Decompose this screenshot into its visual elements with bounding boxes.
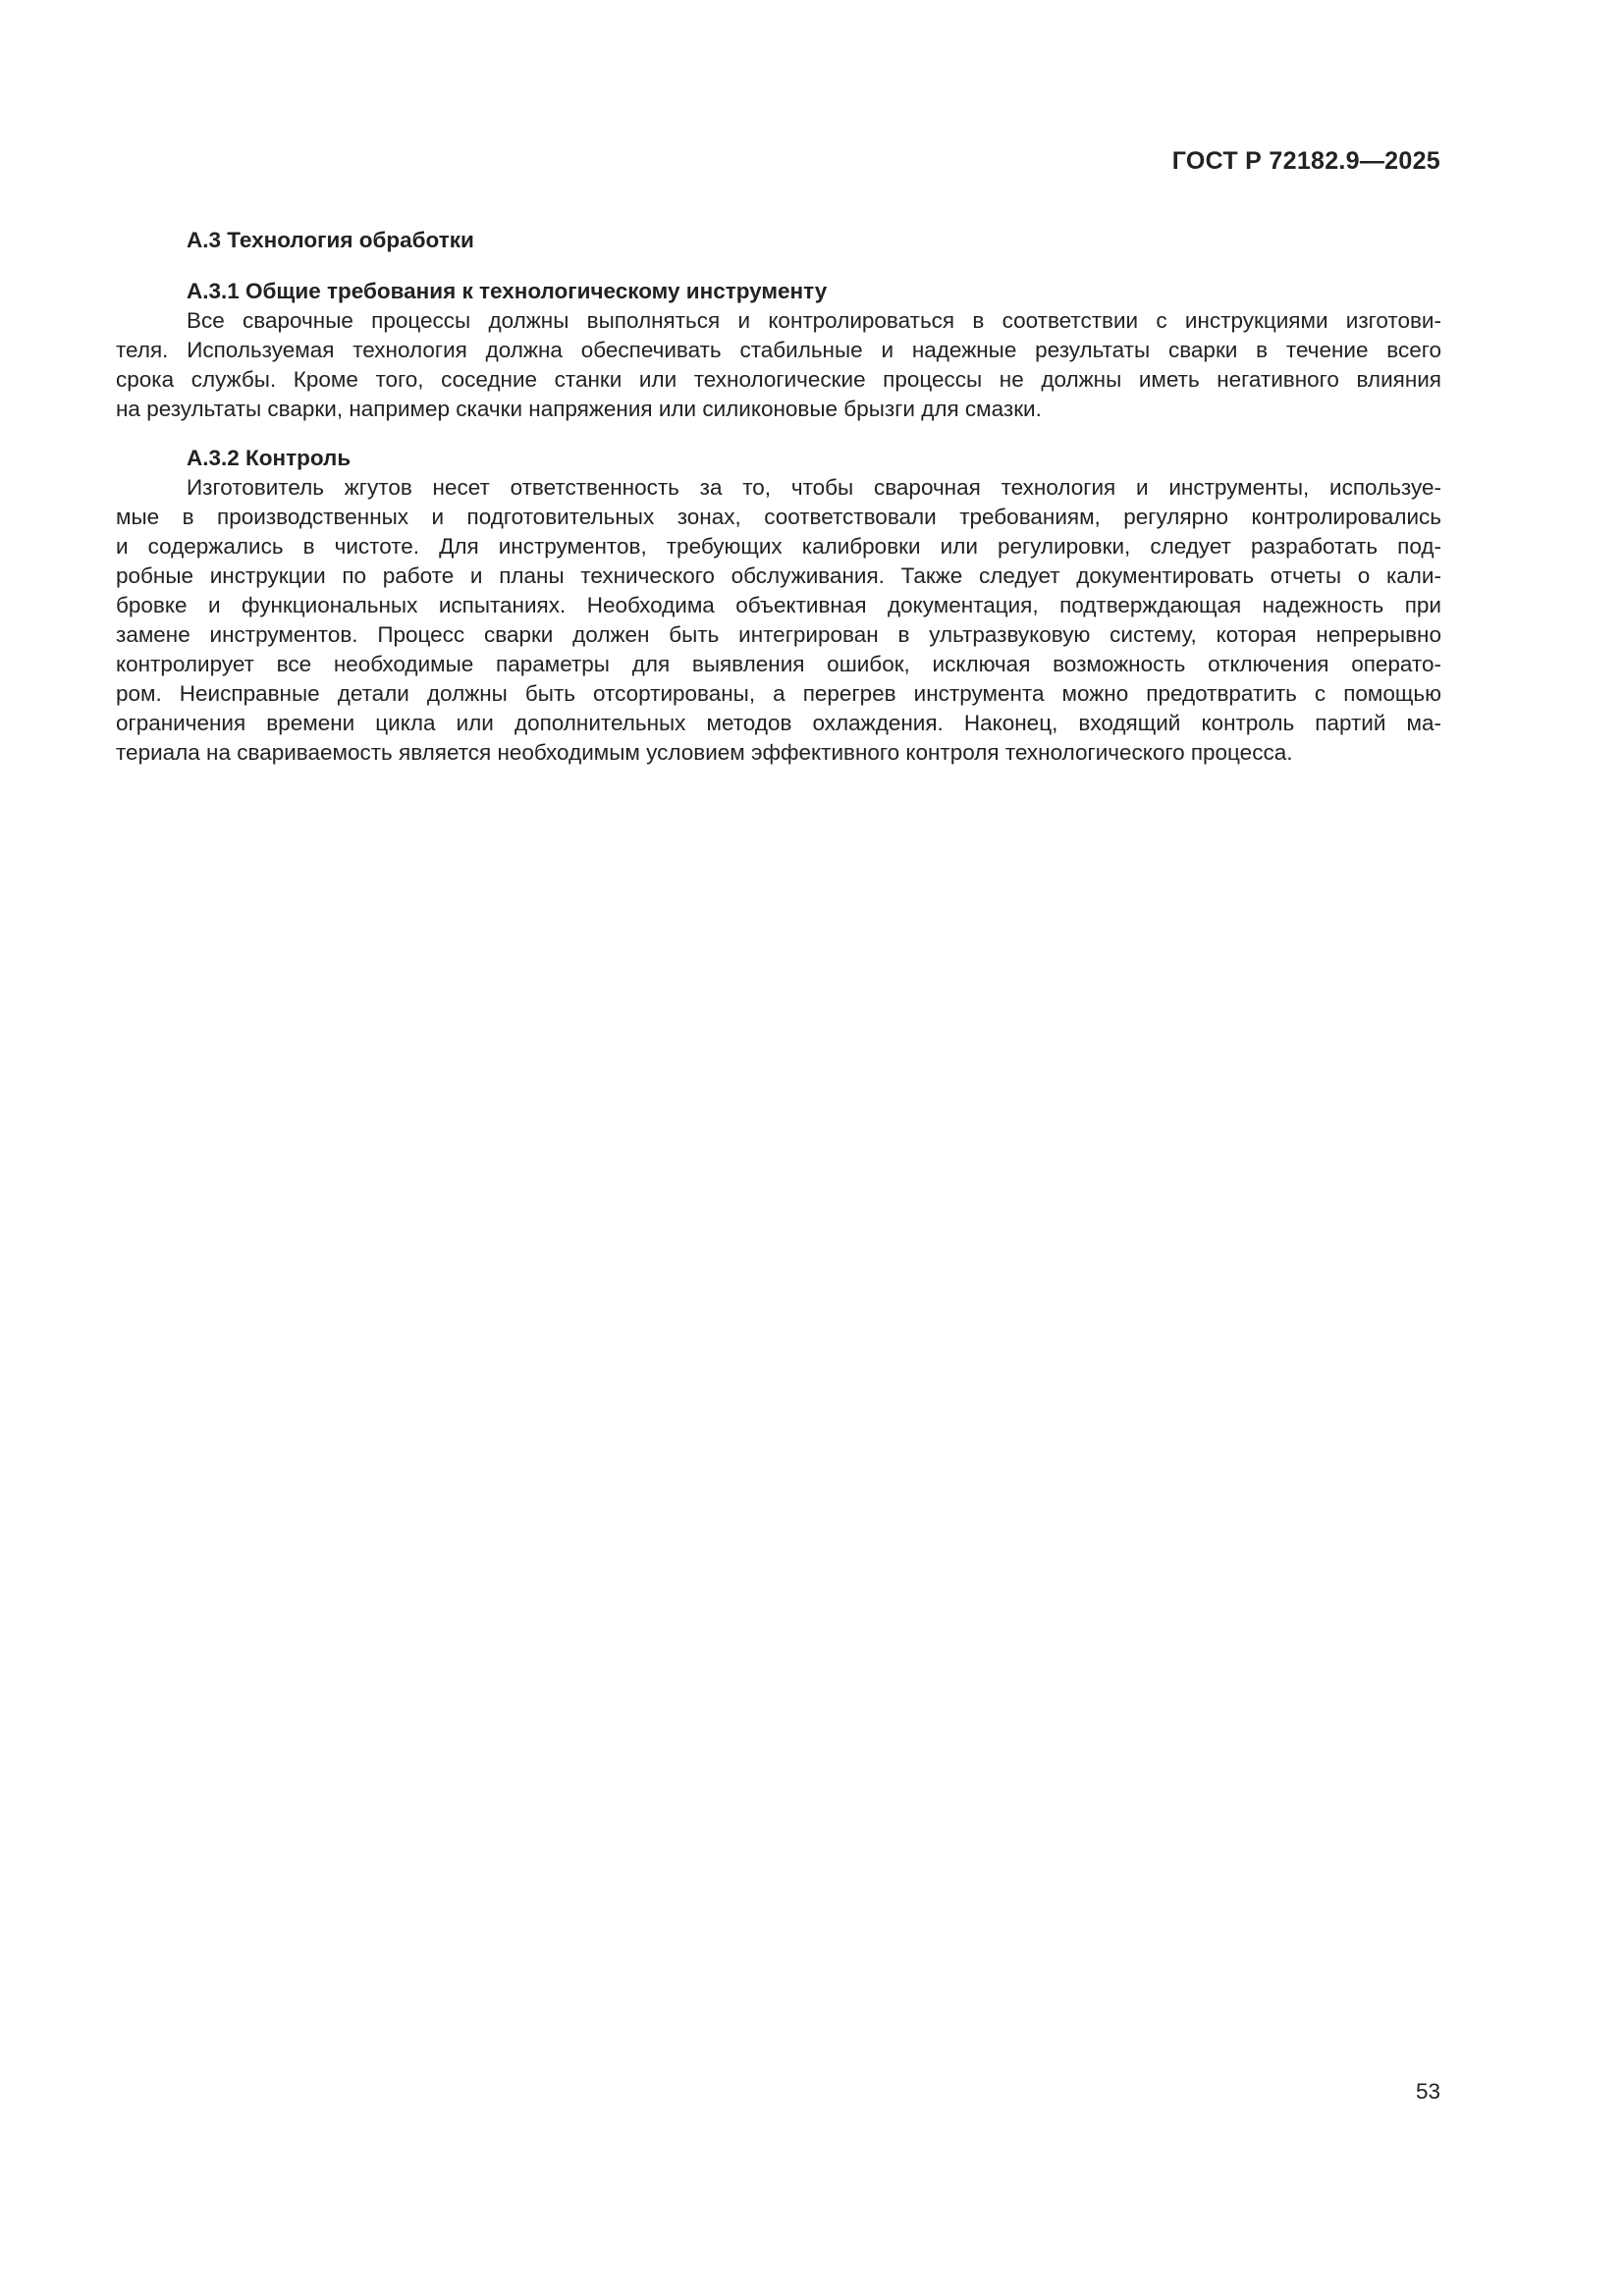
section-title-a3: А.3 Технология обработки [187,228,474,252]
subsection-a32 [116,444,1441,768]
paragraph-a32 [116,473,1441,768]
document-body [116,226,1441,787]
text-line: робные инструкции по работе и планы технического обслуживания. Также следует документировать отчеты о кали- [116,563,1441,588]
text-line: теля. Используемая технология должна обеспечивать стабильные и надежные результаты сварки в течение всего [116,338,1441,362]
page-number: 53 [1415,2079,1440,2104]
subsection-title-a31: А.3.1 Общие требования к технологическому инструменту [187,279,828,303]
text-line: ром. Неисправные детали должны быть отсортированы, а перегрев инструмента можно предотвратить с помощью [116,681,1441,706]
paragraph-a31 [116,306,1441,424]
text-line: териала на свариваемость является необходимым условием эффективного контроля технологического процесса. [116,740,1293,765]
subsection-title-a32: А.3.2 Контроль [187,446,352,470]
text-line: бровке и функциональных испытаниях. Необходима объективная документация, подтверждающая надежность при [116,593,1441,617]
text-line: на результаты сварки, например скачки напряжения или силиконовые брызги для смазки. [116,397,1042,421]
text-line: срока службы. Кроме того, соседние станки или технологические процессы не должны иметь негативного влияния [116,367,1441,392]
document-code-header: ГОСТ Р 72182.9—2025 [1171,147,1440,175]
text-line: мые в производственных и подготовительных зонах, соответствовали требованиям, регулярно контролировались [116,505,1441,529]
text-line: контролирует все необходимые параметры для выявления ошибок, исключая возможность отключения операто- [116,652,1441,676]
text-line: замене инструментов. Процесс сварки должен быть интегрирован в ультразвуковую систему, которая непрерывно [116,622,1441,647]
text-line: Изготовитель жгутов несет ответственность за то, чтобы сварочная технология и инструменты, используе- [187,475,1441,500]
text-line: Все сварочные процессы должны выполняться и контролироваться в соответствии с инструкциями изготови- [187,308,1441,333]
text-line: ограничения времени цикла или дополнительных методов охлаждения. Наконец, входящий контроль партий ма- [116,711,1441,735]
text-line: и содержались в чистоте. Для инструментов, требующих калибровки или регулировки, следует разработать под- [116,534,1441,559]
subsection-a31 [116,277,1441,424]
